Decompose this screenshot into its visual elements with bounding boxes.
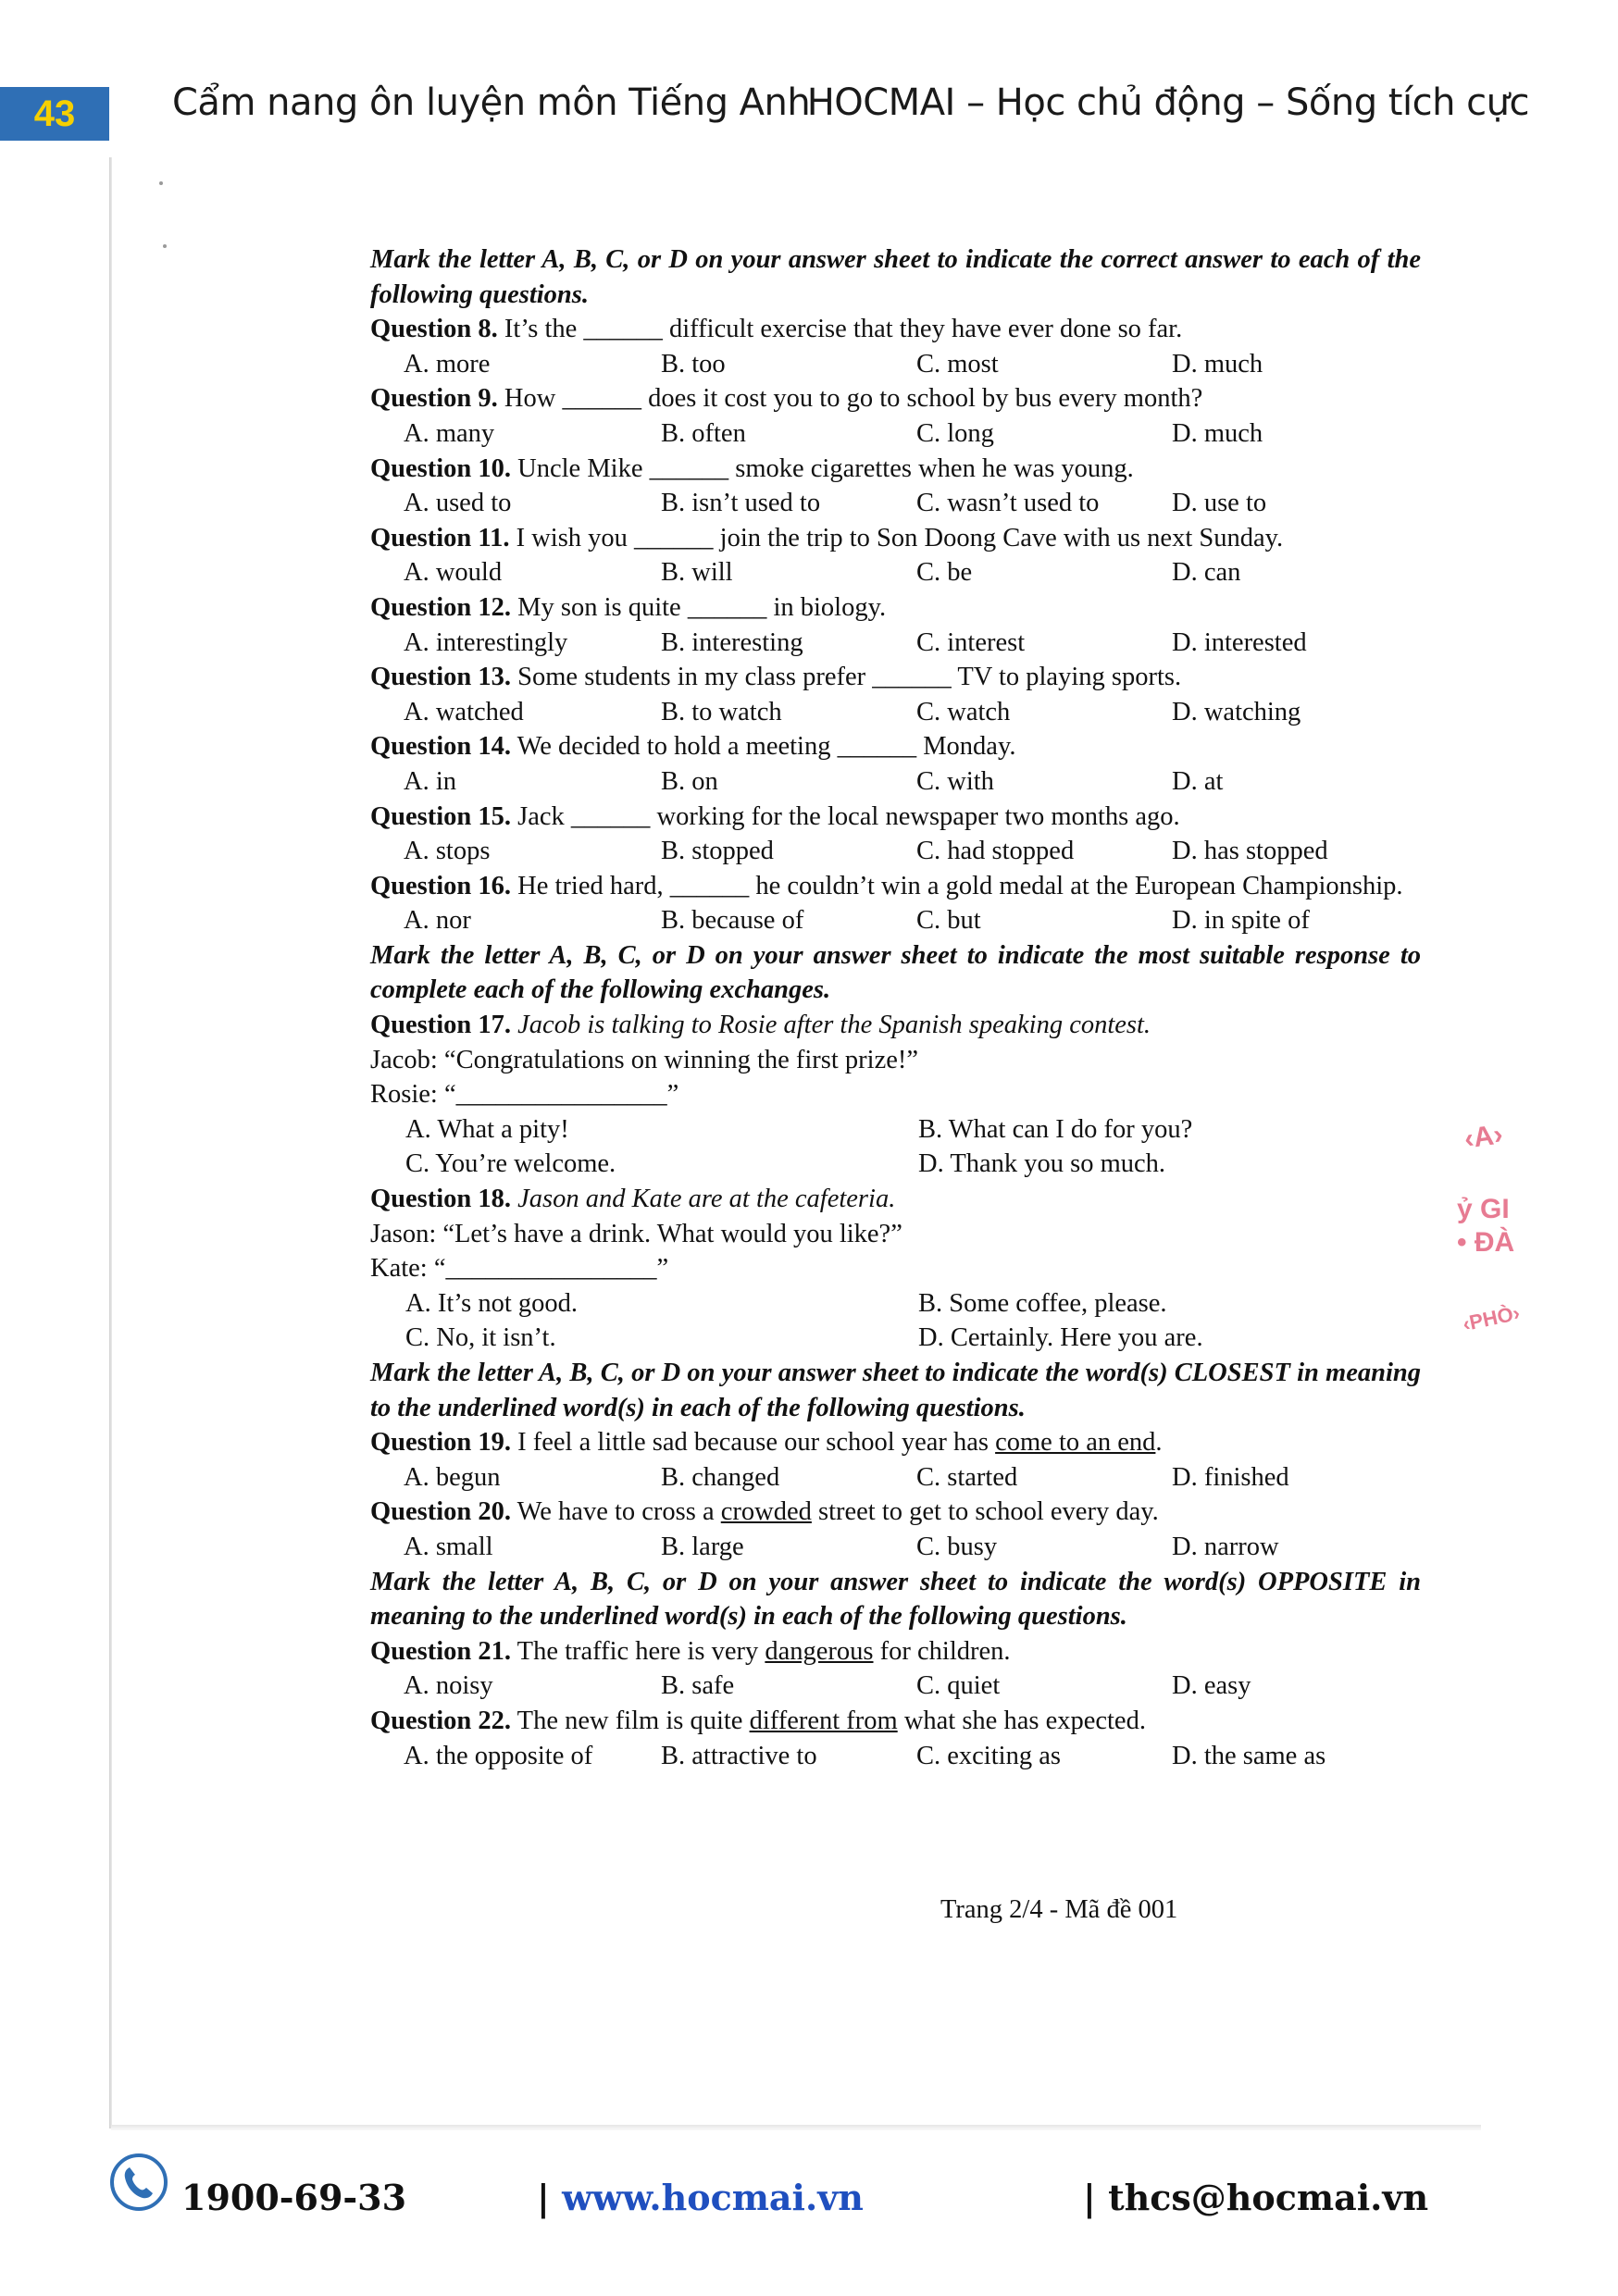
- option-d: D. the same as: [1172, 1741, 1326, 1770]
- website-link[interactable]: www.hocmai.vn: [562, 2177, 864, 2218]
- options-row: [370, 555, 1421, 590]
- option-c: C. but: [916, 906, 981, 936]
- scan-sheet-bottom-edge: [111, 2125, 1481, 2130]
- section-instruction: Mark the letter A, B, C, or D on your answer sheet to indicate the word(s) OPPOSITE in meaning to the underlined word(s) in each of the following questions.: [370, 1567, 1421, 1632]
- option-d: D. use to: [1172, 489, 1267, 518]
- option-a: A. interestingly: [404, 627, 568, 657]
- question-text-post: street to get to school every day.: [811, 1497, 1159, 1527]
- option-d: D. much: [1172, 418, 1263, 448]
- options-row: [370, 834, 1421, 869]
- contact-website[interactable]: [537, 2177, 864, 2218]
- question-text: How ______ does it cost you to go to school by bus every month?: [504, 384, 1203, 414]
- option-b: B. safe: [661, 1671, 735, 1701]
- question-text: I wish you ______ join the trip to Son Doong Cave with us next Sunday.: [516, 523, 1284, 552]
- section-instruction: Mark the letter A, B, C, or D on your answer sheet to indicate the most suitable response to complete each of the following exchanges.: [370, 940, 1421, 1005]
- options-row: [370, 626, 1421, 661]
- question-text: My son is quite ______ in biology.: [517, 592, 887, 622]
- stamp-fragment: • ĐÀ: [1457, 1227, 1515, 1258]
- option-b: B. too: [661, 349, 726, 379]
- question-number: Question 15.: [370, 801, 512, 831]
- options-row: [370, 347, 1421, 382]
- option-c: C. No, it isn’t.: [405, 1323, 556, 1353]
- question-number: Question 14.: [370, 732, 512, 762]
- option-a: A. watched: [404, 697, 524, 726]
- option-b: B. because of: [661, 906, 804, 936]
- question-number: Question 12.: [370, 592, 512, 622]
- email-link[interactable]: thcs@hocmai.vn: [1108, 2177, 1429, 2218]
- contact-phone: 1900-69-33: [181, 2177, 407, 2218]
- option-c: C. quiet: [916, 1671, 1001, 1701]
- option-a: A. begun: [404, 1462, 501, 1492]
- dialogue-line: Rosie: “________________”: [370, 1080, 679, 1110]
- question-15: [370, 800, 1421, 835]
- question-19: [370, 1425, 1421, 1460]
- scan-speck: [163, 244, 167, 248]
- question-14: [370, 729, 1421, 764]
- options-row: [370, 1669, 1421, 1704]
- option-a: A. nor: [404, 906, 471, 936]
- question-21: [370, 1634, 1421, 1669]
- question-12: [370, 590, 1421, 626]
- page-number-badge: 43: [0, 87, 109, 141]
- option-a: A. used to: [404, 489, 512, 518]
- option-c: C. long: [916, 418, 994, 448]
- exam-content: [370, 242, 1421, 1773]
- separator: |: [537, 2177, 550, 2218]
- underlined-phrase: crowded: [720, 1497, 812, 1527]
- option-a: A. the opposite of: [404, 1741, 593, 1770]
- option-a: A. small: [404, 1532, 493, 1561]
- options-row: [370, 1147, 1421, 1182]
- question-number: Question 16.: [370, 871, 512, 900]
- option-d: D. finished: [1172, 1462, 1289, 1492]
- question-11: [370, 521, 1421, 556]
- options-row: [370, 1530, 1421, 1565]
- underlined-phrase: come to an end: [995, 1428, 1156, 1458]
- option-c: C. exciting as: [916, 1741, 1061, 1770]
- question-number: Question 13.: [370, 663, 512, 692]
- question-text-post: .: [1155, 1428, 1163, 1458]
- option-c: C. watch: [916, 697, 1011, 726]
- separator: |: [1083, 2177, 1096, 2218]
- question-context: Jacob is talking to Rosie after the Spanish speaking contest.: [517, 1011, 1151, 1040]
- question-22: [370, 1704, 1421, 1739]
- scan-sheet-edge: [109, 157, 112, 2128]
- option-c: C. wasn’t used to: [916, 489, 1100, 518]
- stamp-fragment: ỷ GI: [1457, 1194, 1510, 1224]
- question-number: Question 19.: [370, 1428, 512, 1458]
- option-b: B. on: [661, 766, 718, 796]
- question-13: [370, 660, 1421, 695]
- question-9: [370, 381, 1421, 416]
- question-16: [370, 869, 1421, 904]
- option-b: B. stopped: [661, 837, 774, 866]
- option-a: A. It’s not good.: [405, 1288, 579, 1318]
- option-b: B. large: [661, 1532, 744, 1561]
- question-context: Jason and Kate are at the cafeteria.: [517, 1185, 896, 1214]
- header-right-title: HOCMAI – Học chủ động – Sống tích cực: [806, 81, 1529, 124]
- option-d: D. easy: [1172, 1671, 1251, 1701]
- section-instruction: Mark the letter A, B, C, or D on your answer sheet to indicate the correct answer to each of the following questions.: [370, 245, 1421, 309]
- question-text-pre: The traffic here is very: [517, 1636, 765, 1666]
- option-b: B. Some coffee, please.: [918, 1288, 1167, 1318]
- options-row: [370, 1460, 1421, 1496]
- question-number: Question 10.: [370, 453, 512, 483]
- dialogue-line: Jason: “Let’s have a drink. What would you like?”: [370, 1219, 902, 1248]
- question-text: Uncle Mike ______ smoke cigarettes when he was young.: [517, 453, 1134, 483]
- option-a: A. more: [404, 349, 491, 379]
- underlined-phrase: different from: [749, 1706, 898, 1735]
- question-number: Question 18.: [370, 1185, 512, 1214]
- options-row: [370, 416, 1421, 452]
- question-17: [370, 1008, 1421, 1043]
- option-c: C. had stopped: [916, 837, 1075, 866]
- option-d: D. Certainly. Here you are.: [918, 1323, 1203, 1353]
- options-row: [370, 1739, 1421, 1774]
- question-8: [370, 312, 1421, 347]
- option-c: C. You’re welcome.: [405, 1149, 616, 1179]
- page-footer: Trang 2/4 - Mã đề 001: [940, 1895, 1178, 1924]
- options-row: [370, 1286, 1421, 1322]
- question-number: Question 8.: [370, 315, 498, 344]
- option-c: C. started: [916, 1462, 1018, 1492]
- option-d: D. in spite of: [1172, 906, 1310, 936]
- option-b: B. often: [661, 418, 746, 448]
- option-b: B. to watch: [661, 697, 782, 726]
- option-a: A. would: [404, 558, 503, 588]
- dialogue-line: Kate: “________________”: [370, 1254, 669, 1284]
- option-a: A. many: [404, 418, 495, 448]
- options-row: [370, 486, 1421, 521]
- option-d: D. much: [1172, 349, 1263, 379]
- option-b: B. attractive to: [661, 1741, 817, 1770]
- question-number: Question 11.: [370, 523, 510, 552]
- option-d: D. Thank you so much.: [918, 1149, 1166, 1179]
- scan-speck: [159, 181, 163, 185]
- contact-email[interactable]: [1083, 2177, 1428, 2218]
- option-d: D. interested: [1172, 627, 1307, 657]
- question-number: Question 9.: [370, 384, 498, 414]
- options-row: [370, 903, 1421, 938]
- question-text: He tried hard, ______ he couldn’t win a gold medal at the European Championship.: [517, 871, 1403, 900]
- option-a: A. stops: [404, 837, 491, 866]
- question-text: It’s the ______ difficult exercise that they have ever done so far.: [504, 315, 1183, 344]
- options-row: [370, 1321, 1421, 1356]
- option-b: B. What can I do for you?: [918, 1114, 1193, 1144]
- header-left-title: Cẩm nang ôn luyện môn Tiếng Anh: [172, 81, 811, 124]
- options-row: [370, 1112, 1421, 1148]
- option-a: A. What a pity!: [405, 1114, 569, 1144]
- option-d: D. has stopped: [1172, 837, 1328, 866]
- option-b: B. will: [661, 558, 733, 588]
- question-number: Question 17.: [370, 1011, 512, 1040]
- question-number: Question 22.: [370, 1706, 512, 1735]
- options-row: [370, 764, 1421, 800]
- question-number: Question 20.: [370, 1497, 512, 1527]
- stamp-fragment: ‹PHÒ›: [1460, 1300, 1523, 1336]
- option-d: D. watching: [1172, 697, 1301, 726]
- question-text-pre: We have to cross a: [517, 1497, 721, 1527]
- question-text-post: what she has expected.: [897, 1706, 1146, 1735]
- dialogue-line: Jacob: “Congratulations on winning the first prize!”: [370, 1045, 919, 1074]
- option-d: D. narrow: [1172, 1532, 1279, 1561]
- option-c: C. most: [916, 349, 999, 379]
- question-18: [370, 1182, 1421, 1217]
- underlined-phrase: dangerous: [765, 1636, 874, 1666]
- option-b: B. changed: [661, 1462, 780, 1492]
- option-a: A. noisy: [404, 1671, 493, 1701]
- question-text: We decided to hold a meeting ______ Monday.: [517, 732, 1016, 762]
- options-row: [370, 695, 1421, 730]
- question-text-post: for children.: [873, 1636, 1011, 1666]
- option-c: C. be: [916, 558, 973, 588]
- option-c: C. interest: [916, 627, 1026, 657]
- option-d: D. can: [1172, 558, 1241, 588]
- question-text-pre: The new film is quite: [517, 1706, 750, 1735]
- option-b: B. isn’t used to: [661, 489, 821, 518]
- question-text: Jack ______ working for the local newspaper two months ago.: [517, 801, 1180, 831]
- section-instruction: Mark the letter A, B, C, or D on your answer sheet to indicate the word(s) CLOSEST in meaning to the underlined word(s) in each of the following questions.: [370, 1359, 1421, 1422]
- stamp-fragment: ‹A›: [1462, 1119, 1505, 1155]
- question-20: [370, 1495, 1421, 1530]
- question-number: Question 21.: [370, 1636, 512, 1666]
- option-b: B. interesting: [661, 627, 803, 657]
- option-c: C. with: [916, 766, 994, 796]
- option-a: A. in: [404, 766, 456, 796]
- option-d: D. at: [1172, 766, 1224, 796]
- question-text: Some students in my class prefer ______ TV to playing sports.: [517, 663, 1182, 692]
- question-text-pre: I feel a little sad because our school year has: [517, 1428, 996, 1458]
- question-10: [370, 452, 1421, 487]
- option-c: C. busy: [916, 1532, 998, 1561]
- phone-icon: [109, 2153, 168, 2212]
